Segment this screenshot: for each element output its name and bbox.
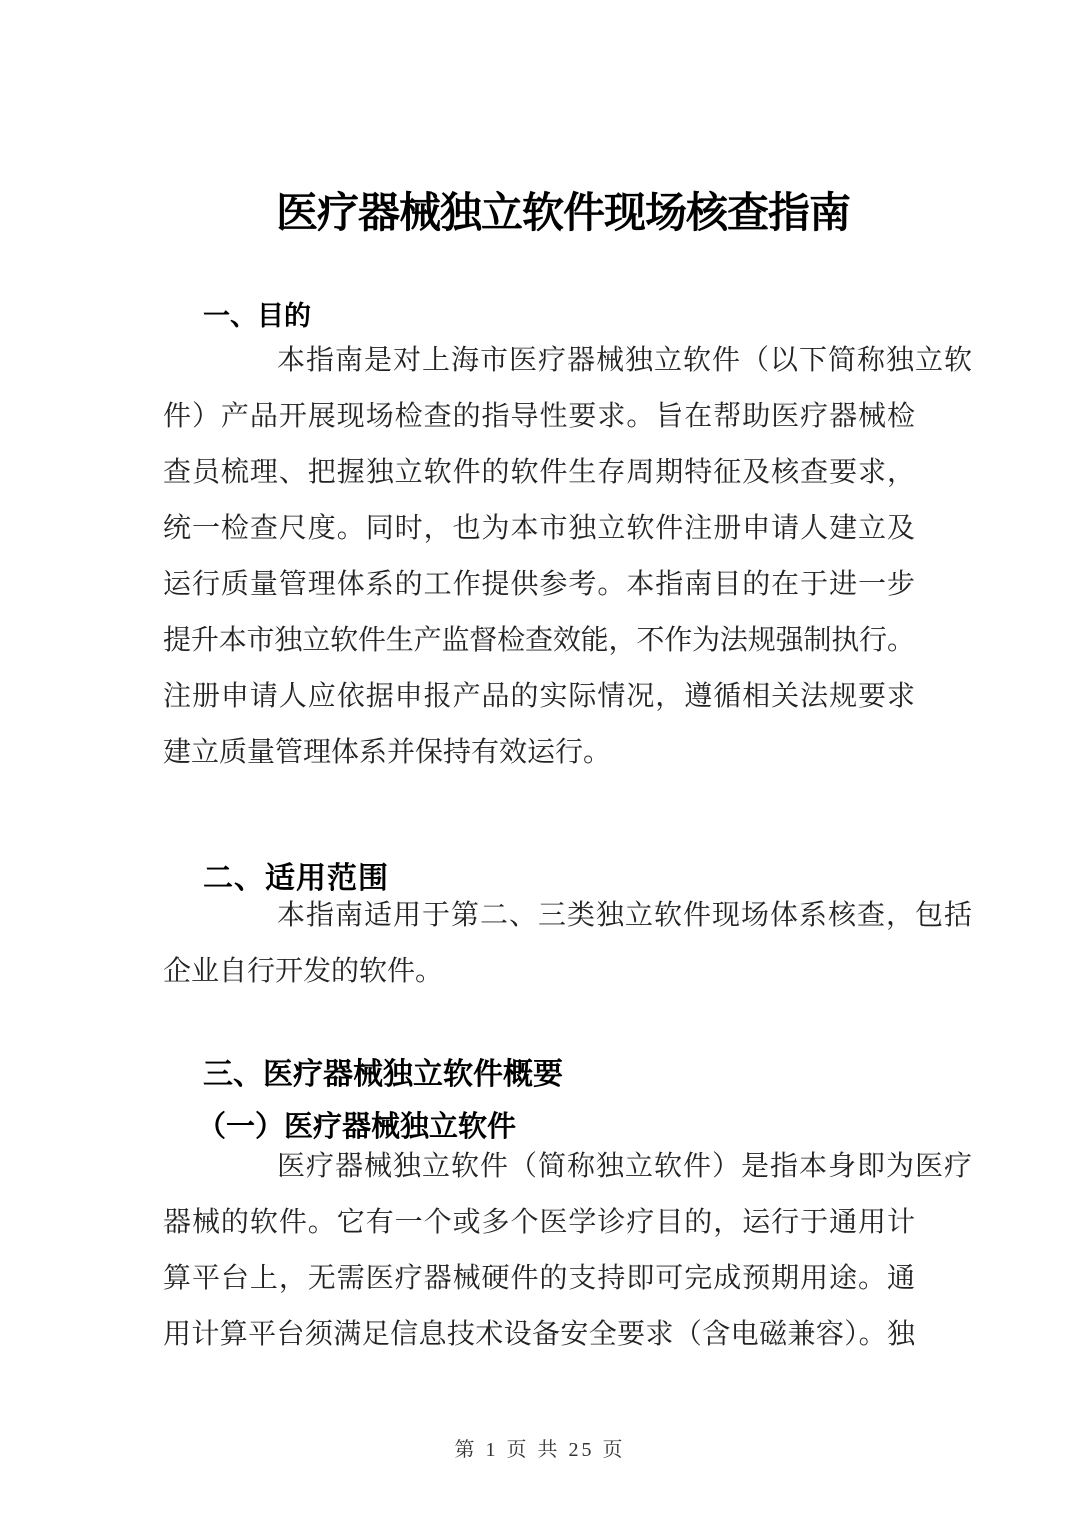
document-title: 医疗器械独立软件现场核查指南 <box>275 189 850 236</box>
paragraph-overview <box>163 1139 973 1363</box>
subsection-heading-standalone-software: （一）医疗器械独立软件 <box>197 1111 517 1143</box>
section-heading-scope: 二、适用范围 <box>203 862 389 895</box>
text-line: 器械的软件。它有一个或多个医学诊疗目的，运行于通用计 <box>163 1207 916 1238</box>
text-line: 本指南适用于第二、三类独立软件现场体系核查，包括 <box>277 900 973 931</box>
text-line: 企业自行开发的软件。 <box>163 956 444 987</box>
page-number-footer: 第 1 页 共 25 页 <box>454 1439 626 1461</box>
text-line: 件）产品开展现场检查的指导性要求。旨在帮助医疗器械检 <box>163 401 916 432</box>
text-line: 统一检查尺度。同时，也为本市独立软件注册申请人建立及 <box>163 513 916 544</box>
text-line: 建立质量管理体系并保持有效运行。 <box>163 737 612 768</box>
paragraph-purpose <box>163 333 973 781</box>
section-heading-purpose: 一、目的 <box>203 301 311 331</box>
text-line: 注册申请人应依据申报产品的实际情况，遵循相关法规要求 <box>163 681 916 712</box>
text-line: 算平台上，无需医疗器械硬件的支持即可完成预期用途。通 <box>163 1263 916 1294</box>
section-heading-overview: 三、医疗器械独立软件概要 <box>203 1058 563 1091</box>
text-line: 运行质量管理体系的工作提供参考。本指南目的在于进一步 <box>163 569 916 600</box>
text-line: 医疗器械独立软件（简称独立软件）是指本身即为医疗 <box>277 1151 973 1182</box>
text-line: 提升本市独立软件生产监督检查效能，不作为法规强制执行。 <box>163 625 915 656</box>
text-line: 用计算平台须满足信息技术设备安全要求（含电磁兼容）。独 <box>163 1319 916 1350</box>
text-line: 本指南是对上海市医疗器械独立软件（以下简称独立软 <box>277 345 973 376</box>
text-line: 查员梳理、把握独立软件的软件生存周期特征及核查要求， <box>163 457 916 488</box>
paragraph-scope <box>163 888 973 1000</box>
